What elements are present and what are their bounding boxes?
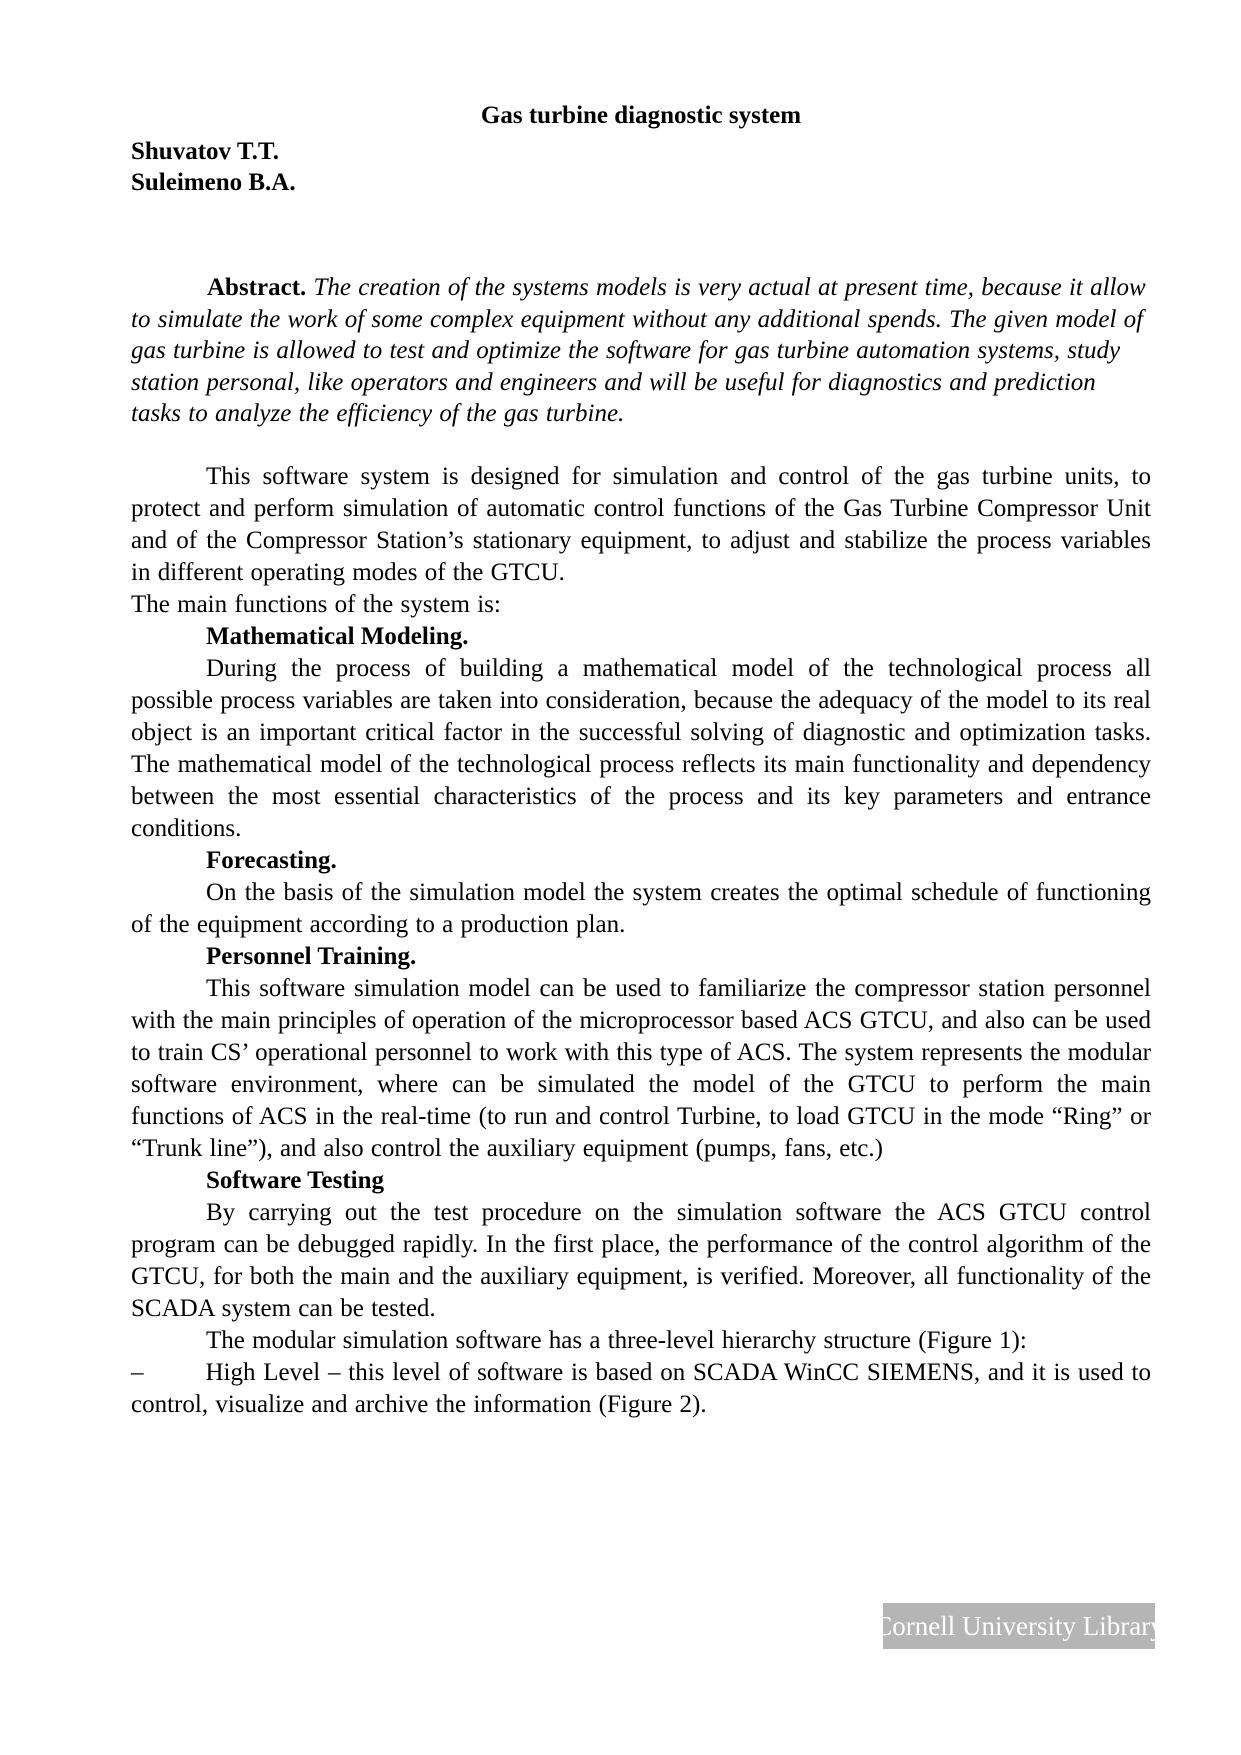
section-heading: Software Testing xyxy=(206,1166,385,1194)
section-heading: Mathematical Modeling. xyxy=(206,622,469,650)
page-title: Gas turbine diagnostic system xyxy=(480,102,802,129)
author-name: Suleimeno B.A. xyxy=(131,169,296,196)
abstract-text: The creation of the systems models is very actual at present time, because it allow to simulate the work of some complex equipment without any additional spends. The given model of gas turbine is allowed to test and optimize the software for gas turbine automation systems, study station personal, like operators and engineers and will be useful for diagnostics and prediction tasks to analyze the efficiency of the gas turbine. xyxy=(131,274,1146,427)
watermark-cornell-university-library: Cornell University Library xyxy=(883,1603,1155,1649)
list-item xyxy=(131,1357,1151,1421)
paragraph: This software simulation model can be used to familiarize the compressor station personnel with the main principles of operation of the microprocessor based ACS GTCU, and also can be used to train CS’ operational personnel to work with this type of ACS. The system represents the modular software environment, where can be simulated the model of the GTCU to perform the main functions of ACS in the real-time (to run and control Turbine, to load GTCU in the mode “Ring” or “Trunk line”), and also control the auxiliary equipment (pumps, fans, etc.) xyxy=(131,974,1151,1162)
authors xyxy=(131,136,1151,198)
spacer xyxy=(131,198,1151,272)
paragraph: During the process of building a mathematical model of the technological process all possible process variables are taken into consideration, because the adequacy of the model to its real object is an important critical factor in the successful solving of diagnostic and optimization tasks. The mathematical model of the technological process reflects its main functionality and dependency between the most essential characteristics of the process and its key parameters and entrance conditions. xyxy=(131,654,1151,842)
paragraph: This software system is designed for simulation and control of the gas turbine units, to protect and perform simulation of automatic control functions of the Gas Turbine Compressor Unit and of the Compressor Station’s stationary equipment, to adjust and stabilize the process variables in different operating modes of the GTCU. xyxy=(131,462,1151,586)
abstract xyxy=(131,272,1151,430)
paragraph: The main functions of the system is: xyxy=(131,590,501,618)
spacer xyxy=(131,430,1151,461)
list-item-text: High Level – this level of software is based on SCADA WinCC SIEMENS, and it is used to control, visualize and archive the information (Figure 2). xyxy=(131,1358,1151,1418)
section-heading: Personnel Training. xyxy=(206,942,417,970)
list-marker: – xyxy=(131,1358,144,1386)
paragraph: By carrying out the test procedure on the simulation software the ACS GTCU control program can be debugged rapidly. In the first place, the performance of the control algorithm of the GTCU, for both the main and the auxiliary equipment, is verified. Moreover, all functionality of the SCADA system can be tested. xyxy=(131,1198,1151,1322)
paragraph: On the basis of the simulation model the system creates the optimal schedule of functioning of the equipment according to a production plan. xyxy=(131,878,1151,938)
section-heading: Forecasting. xyxy=(206,846,337,874)
paragraph: The modular simulation software has a three-level hierarchy structure (Figure 1): xyxy=(206,1326,1027,1354)
author-name: Shuvatov T.T. xyxy=(131,138,279,165)
body-container xyxy=(131,461,1151,1421)
abstract-label: Abstract. xyxy=(207,274,307,301)
